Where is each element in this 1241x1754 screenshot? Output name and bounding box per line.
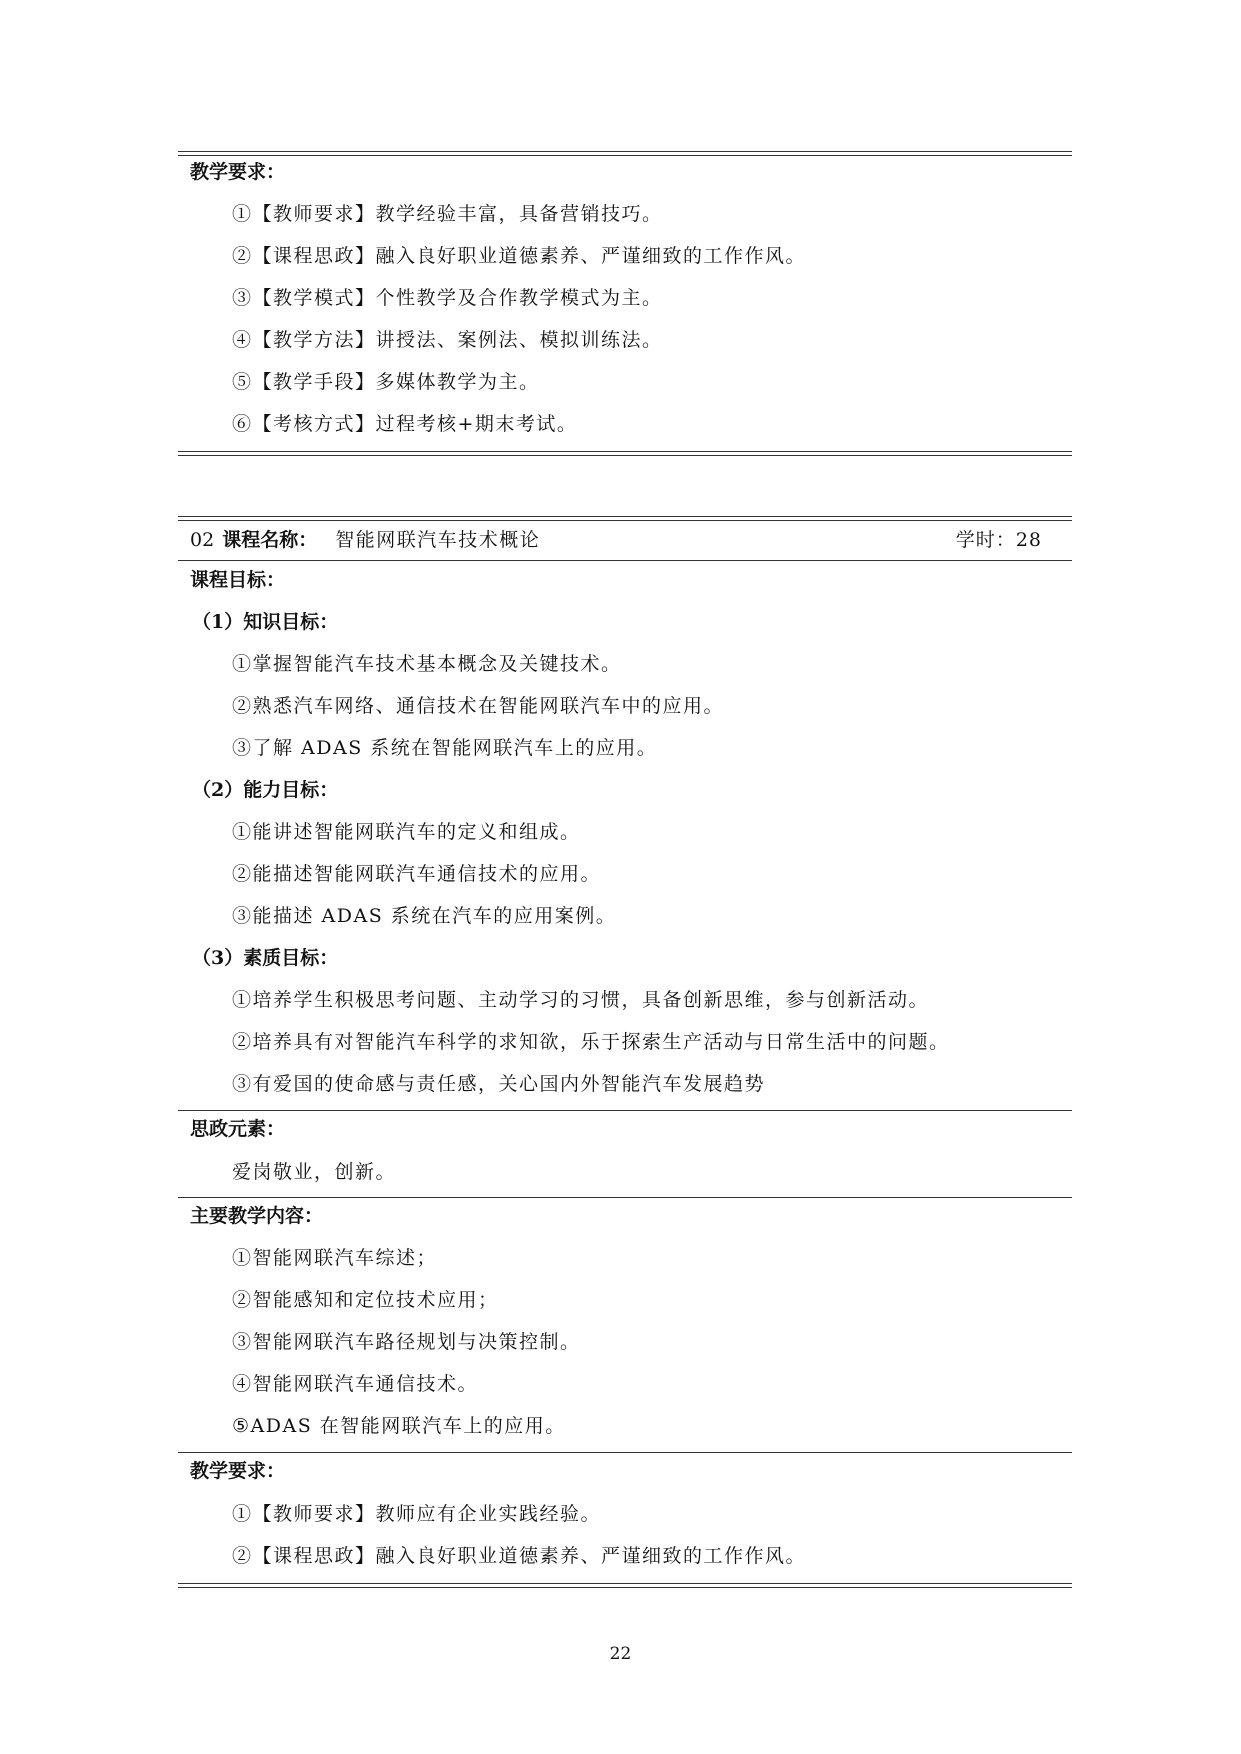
page-bottom-double-rule — [178, 1583, 1072, 1588]
objectives-bottom-rule — [178, 1110, 1072, 1111]
teaching-content-item: ⑤ADAS 在智能网联汽车上的应用。 — [232, 1415, 566, 1437]
teaching-content-heading: 主要教学内容： — [190, 1205, 324, 1227]
quality-objectives-heading: （3）素质目标： — [192, 947, 339, 969]
teaching-content-item: ③智能网联汽车路径规划与决策控制。 — [232, 1331, 581, 1353]
quality-objective-item: ②培养具有对智能汽车科学的求知欲，乐于探索生产活动与日常生活中的问题。 — [232, 1031, 950, 1053]
page-number: 22 — [609, 1644, 632, 1664]
ability-objective-item: ②能描述智能网联汽车通信技术的应用。 — [232, 863, 602, 885]
teaching-requirements-heading: 教学要求： — [190, 161, 286, 183]
course-header-row — [190, 526, 1042, 554]
course-name: 智能网联汽车技术概论 — [335, 529, 541, 551]
knowledge-objective-item: ③了解 ADAS 系统在智能网联汽车上的应用。 — [232, 737, 658, 759]
knowledge-objective-item: ①掌握智能汽车技术基本概念及关键技术。 — [232, 653, 622, 675]
course-top-double-rule — [178, 516, 1072, 521]
ideology-bottom-rule — [178, 1197, 1072, 1198]
teaching-req-item: ②【课程思政】融入良好职业道德素养、严谨细致的工作作风。 — [232, 245, 807, 267]
teaching-requirements-heading-2: 教学要求： — [190, 1460, 286, 1482]
ideology-text: 爱岗敬业，创新。 — [232, 1161, 397, 1183]
ability-objective-item: ①能讲述智能网联汽车的定义和组成。 — [232, 821, 581, 843]
section-top-double-rule — [178, 151, 1072, 156]
ideology-heading: 思政元素： — [190, 1118, 286, 1140]
teaching-req-item: ④【教学方法】讲授法、案例法、模拟训练法。 — [232, 329, 663, 351]
course-objectives-heading: 课程目标： — [190, 569, 286, 591]
teaching-req-item: ②【课程思政】融入良好职业道德素养、严谨细致的工作作风。 — [232, 1545, 807, 1567]
ability-objective-item: ③能描述 ADAS 系统在汽车的应用案例。 — [232, 905, 617, 927]
teaching-req-item: ⑥【考核方式】过程考核+期末考试。 — [232, 413, 578, 435]
quality-objective-item: ③有爱国的使命感与责任感，关心国内外智能汽车发展趋势 — [232, 1073, 766, 1095]
course-hours-label: 学时： — [955, 529, 1016, 551]
course-name-label: 课程名称： — [222, 529, 318, 551]
content-bottom-rule — [178, 1452, 1072, 1453]
course-hours — [956, 526, 1042, 554]
course-number: 02 — [190, 529, 215, 551]
teaching-req-item: ①【教师要求】教师应有企业实践经验。 — [232, 1503, 602, 1525]
course-header-rule — [178, 560, 1072, 561]
teaching-req-item: ③【教学模式】个性教学及合作教学模式为主。 — [232, 287, 663, 309]
teaching-req-item: ①【教师要求】教学经验丰富，具备营销技巧。 — [232, 203, 663, 225]
teaching-content-item: ④智能网联汽车通信技术。 — [232, 1373, 479, 1395]
knowledge-objectives-heading: （1）知识目标： — [192, 611, 339, 633]
teaching-content-item: ②智能感知和定位技术应用； — [232, 1289, 499, 1311]
teaching-content-item: ①智能网联汽车综述； — [232, 1247, 438, 1269]
knowledge-objective-item: ②熟悉汽车网络、通信技术在智能网联汽车中的应用。 — [232, 695, 725, 717]
section-bottom-double-rule — [178, 451, 1072, 456]
teaching-req-item: ⑤【教学手段】多媒体教学为主。 — [232, 371, 540, 393]
quality-objective-item: ①培养学生积极思考问题、主动学习的习惯，具备创新思维，参与创新活动。 — [232, 989, 930, 1011]
course-hours-value: 28 — [1015, 529, 1042, 551]
ability-objectives-heading: （2）能力目标： — [192, 779, 339, 801]
